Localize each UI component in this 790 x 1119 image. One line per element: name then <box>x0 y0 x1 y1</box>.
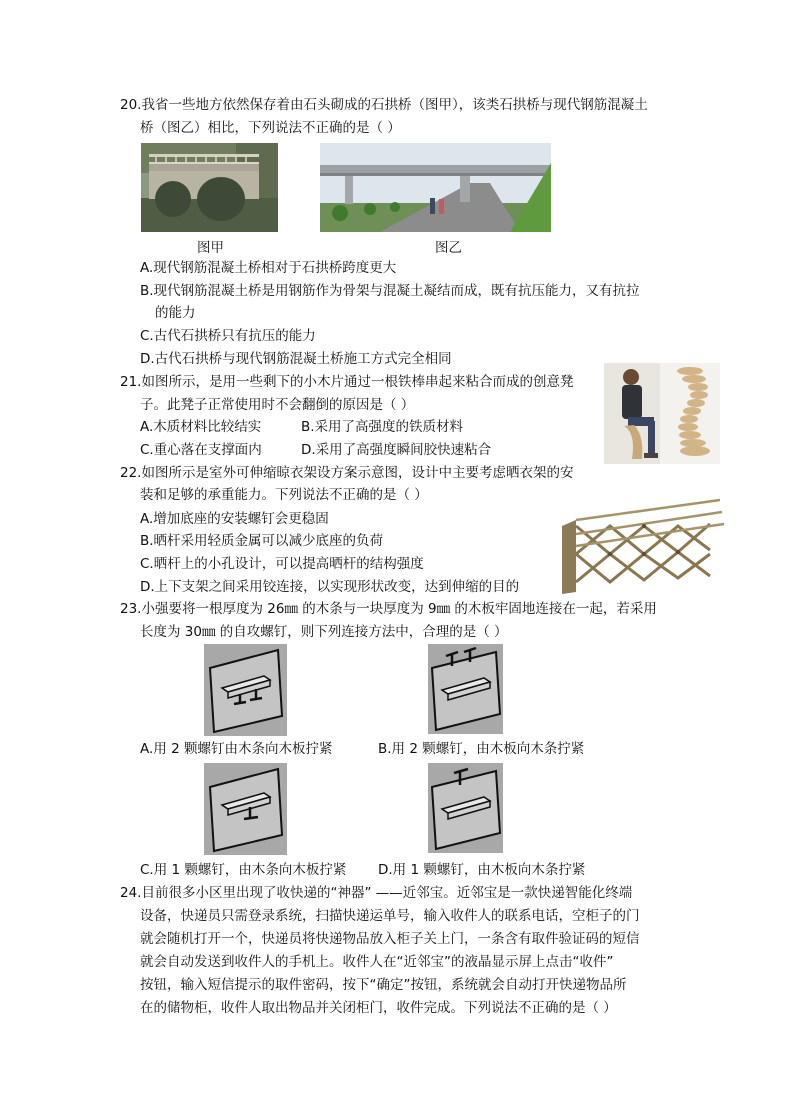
q22-option-b: B.晒杆采用轻质金属可以减少底座的负荷 <box>140 533 384 549</box>
q24-line6: 在的储物柜，收件人取出物品并关闭柜门，收件完成。下列说法不正确的是（ ） <box>140 1000 617 1016</box>
q21-option-a: A.木质材料比较结实 <box>140 419 262 435</box>
q22-stem-line2: 装和足够的承重能力。下列说法不正确的是（ ） <box>140 487 428 503</box>
q21-option-c: C.重心落在支撑面内 <box>140 442 262 458</box>
q24-line5: 按钮，输入短信提示的取件密码，按下“确定”按钮，系统就会自动打开快递物品所 <box>140 977 627 993</box>
q20-option-b-line1: B.现代钢筋混凝土桥是用钢筋作为骨架与混凝土凝结而成，既有抗压能力，又有抗拉 <box>140 283 640 299</box>
q22-option-c: C.晒杆上的小孔设计，可以提高晒杆的结构强度 <box>140 556 424 572</box>
q22-option-a: A.增加底座的安装螺钉会更稳固 <box>140 511 329 527</box>
q20-stem-line2: 桥（图乙）相比，下列说法不正确的是（ ） <box>140 120 401 136</box>
q24-line2: 设备，快递员只需登录系统，扫描快递运单号，输入收件人的联系电话，空柜子的门 <box>140 908 640 924</box>
q20-option-a: A.现代钢筋混凝土桥相对于石拱桥跨度更大 <box>140 260 397 276</box>
q23-stem-line1: 23.小强要将一根厚度为 26㎜ 的木条与一块厚度为 9㎜ 的木板牢固地连接在一起，若采用 <box>120 601 657 617</box>
q24-line1: 24.目前很多小区里出现了收快递的“神器” ——近邻宝。近邻宝是一款快递智能化终端 <box>120 885 633 901</box>
screw-diagram-a <box>204 644 287 736</box>
figure-b-caption: 图乙 <box>435 240 462 256</box>
q21-stem-line2: 子。此凳子正常使用时不会翻倒的原因是（ ） <box>140 397 415 413</box>
q21-option-b: B.采用了高强度的铁质材料 <box>301 419 464 435</box>
q22-stem-line1: 22.如图所示是室外可伸缩晾衣架设方案示意图，设计中主要考虑晒衣架的安 <box>120 465 574 481</box>
q21-stem-line1: 21.如图所示，是用一些剩下的小木片通过一根铁棒串起来粘合而成的创意凳 <box>120 374 574 390</box>
creative-stool-photo <box>604 363 720 464</box>
q20-option-c: C.古代石拱桥只有抗压的能力 <box>140 328 316 344</box>
q23-option-b: B.用 2 颗螺钉，由木板向木条拧紧 <box>378 741 585 757</box>
clothes-rack-illustration <box>560 494 726 596</box>
q22-option-d: D.上下支架之间采用铰连接，以实现形状改变，达到伸缩的目的 <box>140 579 520 595</box>
screw-diagram-c <box>204 763 287 855</box>
q23-stem-line2: 长度为 30㎜ 的自攻螺钉，则下列连接方法中，合理的是（ ） <box>140 624 508 640</box>
stone-arch-bridge-photo <box>141 143 278 232</box>
q20-option-b-line2: 的能力 <box>155 305 196 321</box>
screw-diagram-d <box>428 763 503 853</box>
q24-line3: 就会随机打开一个，快递员将快递物品放入柜子关上门，一条含有取件验证码的短信 <box>140 931 640 947</box>
concrete-bridge-photo <box>320 143 551 232</box>
figure-a-caption: 图甲 <box>197 240 224 256</box>
q23-option-a: A.用 2 颗螺钉由木条向木板拧紧 <box>140 741 333 757</box>
q23-option-d: D.用 1 颗螺钉，由木板向木条拧紧 <box>378 862 586 878</box>
q20-option-d: D.古代石拱桥与现代钢筋混凝土桥施工方式完全相同 <box>140 351 452 367</box>
q24-line4: 就会自动发送到收件人的手机上。收件人在“近邻宝”的液晶显示屏上点击“收件” <box>140 954 614 970</box>
q20-stem-line1: 20.我省一些地方依然保存着由石头砌成的石拱桥（图甲），该类石拱桥与现代钢筋混凝土 <box>120 97 648 113</box>
q21-option-d: D.采用了高强度瞬间胶快速粘合 <box>301 442 492 458</box>
q23-option-c: C.用 1 颗螺钉，由木条向木板拧紧 <box>140 862 347 878</box>
screw-diagram-b <box>428 644 503 734</box>
